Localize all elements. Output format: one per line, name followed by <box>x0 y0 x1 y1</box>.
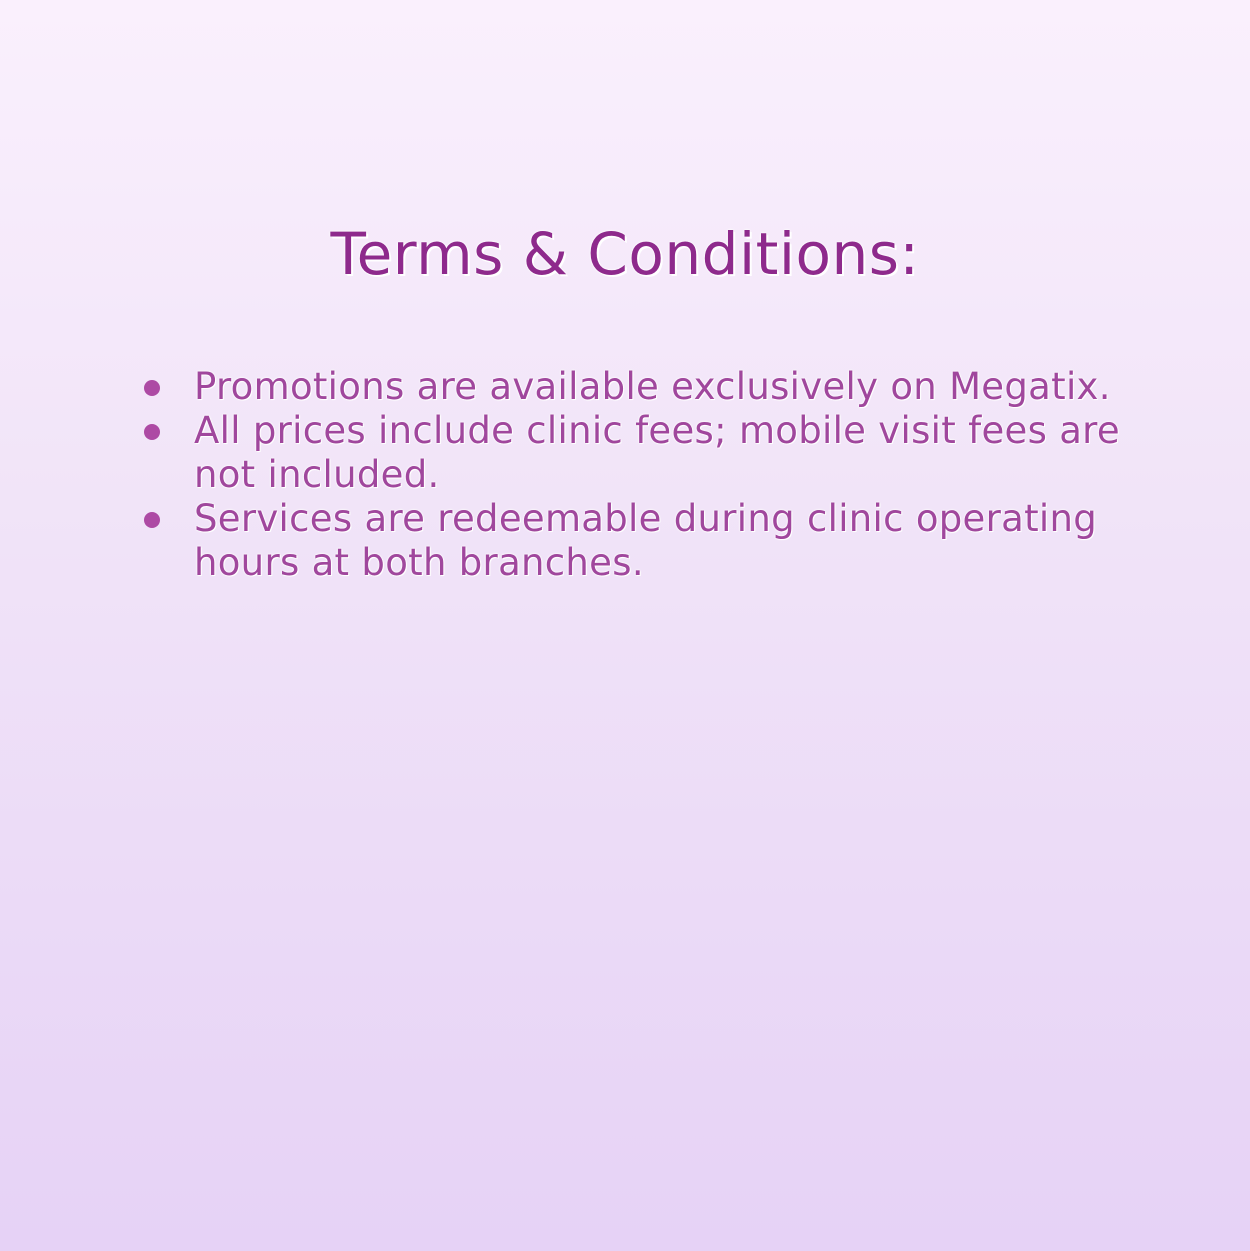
bullet-dot-icon <box>144 380 160 396</box>
page-title: Terms & Conditions: <box>330 220 920 288</box>
list-item <box>140 409 1140 497</box>
list-item <box>140 365 1140 409</box>
terms-list <box>140 365 1140 585</box>
term-text: All prices include clinic fees; mobile visit fees are not included. <box>194 409 1120 496</box>
bullet-dot-icon <box>144 424 160 440</box>
bullet-dot-icon <box>144 512 160 528</box>
term-text: Services are redeemable during clinic operating hours at both branches. <box>194 497 1098 584</box>
term-text: Promotions are available exclusively on Megatix. <box>194 365 1111 408</box>
list-item <box>140 497 1140 585</box>
